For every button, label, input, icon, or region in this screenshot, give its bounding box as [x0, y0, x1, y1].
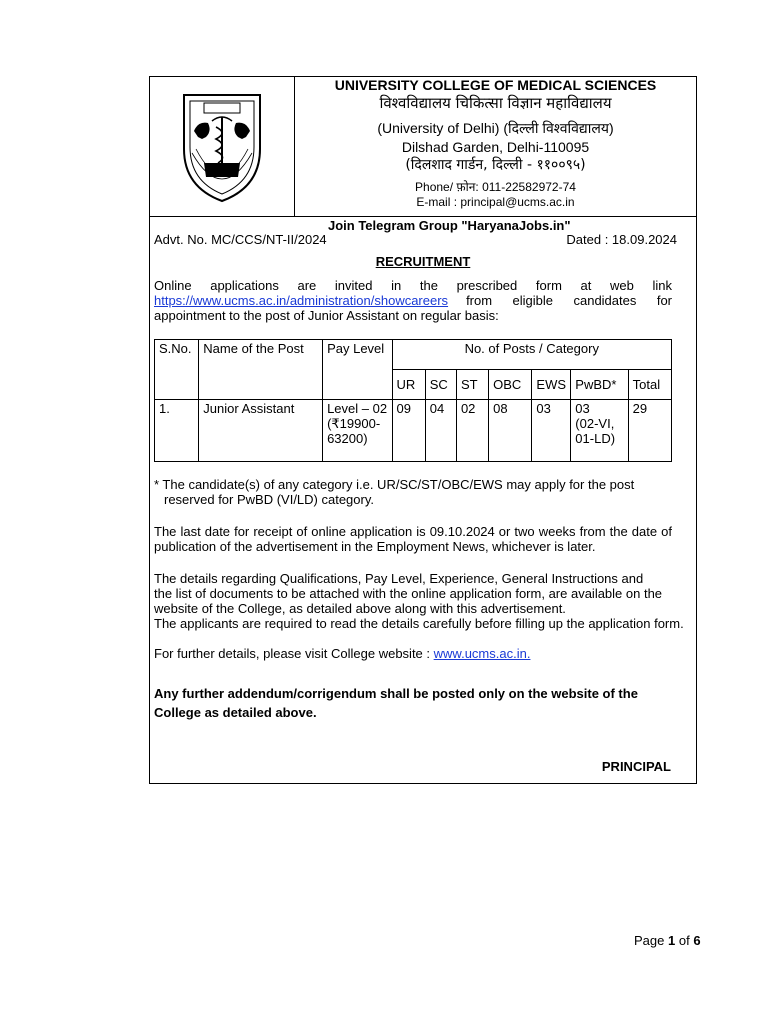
advertisement-number: Advt. No. MC/CCS/NT-II/2024	[154, 232, 327, 247]
category-sc: SC	[425, 370, 456, 400]
category-ur: UR	[392, 370, 425, 400]
pwbd-line-2: (02-VI,	[575, 416, 615, 431]
further-details	[154, 646, 672, 661]
intro-line-2-text: from eligible candidates for	[466, 293, 672, 308]
college-phone: Phone/ फ़ोन: 011-22582972-74	[415, 180, 576, 194]
letterhead	[150, 77, 696, 217]
table-header-row	[155, 340, 672, 370]
category-obc: OBC	[489, 370, 532, 400]
addendum-line-1: Any further addendum/corrigendum shall be posted only on the website of the	[154, 686, 638, 701]
details-line-4: The applicants are required to read the details carefully before filling up the application form.	[154, 616, 684, 631]
last-date-line-1: The last date for receipt of online application is 09.10.2024 or two weeks from the date of	[154, 524, 672, 539]
signatory: PRINCIPAL	[601, 759, 671, 774]
category-st: ST	[456, 370, 488, 400]
addendum-notice	[154, 684, 672, 722]
page-of: of	[678, 933, 690, 948]
table-row	[155, 400, 672, 462]
addendum-line-2: College as detailed above.	[154, 705, 317, 720]
details-line-2: the list of documents to be attached with the online application form, are available on the	[154, 586, 663, 601]
row-post-name: Junior Assistant	[199, 400, 323, 462]
notice-frame	[149, 76, 697, 784]
intro-line-1: Online applications are invited in the prescribed form at web link	[154, 278, 672, 293]
row-total: 29	[628, 400, 671, 462]
row-ews: 03	[532, 400, 571, 462]
footnote-line-2: reserved for PwBD (VI/LD) category.	[164, 492, 374, 507]
row-sc: 04	[425, 400, 456, 462]
details-paragraph	[154, 571, 694, 631]
pwbd-footnote	[154, 477, 672, 507]
row-pay-level	[323, 400, 392, 462]
college-seal-icon	[178, 87, 266, 205]
intro-paragraph	[154, 278, 672, 323]
logo-cell	[150, 77, 295, 216]
row-sno: 1.	[155, 400, 199, 462]
college-address: Dilshad Garden, Delhi-110095	[401, 139, 590, 155]
posts-table	[154, 339, 672, 462]
page-label: Page	[634, 933, 665, 948]
college-name: UNIVERSITY COLLEGE OF MEDICAL SCIENCES	[334, 77, 657, 93]
page-total: 6	[693, 933, 701, 948]
pwbd-line-1: 03	[575, 401, 590, 416]
college-address-hindi: (दिलशाद गार्डन, दिल्ली - ११००९५)	[405, 157, 586, 173]
category-total: Total	[628, 370, 671, 400]
header-sno: S.No.	[155, 340, 199, 400]
pay-level-line-1: Level – 02	[327, 401, 388, 416]
row-ur: 09	[392, 400, 425, 462]
page-current: 1	[668, 933, 676, 948]
last-date-paragraph	[154, 524, 672, 554]
college-email: E-mail : principal@ucms.ac.in	[416, 195, 575, 209]
header-posts-category: No. of Posts / Category	[392, 340, 671, 370]
careers-link[interactable]: https://www.ucms.ac.in/administration/showcareers	[154, 293, 449, 308]
row-pwbd	[571, 400, 628, 462]
category-pwbd: PwBD*	[571, 370, 628, 400]
advertisement-date: Dated : 18.09.2024	[566, 232, 677, 247]
intro-line-2	[154, 293, 672, 308]
recruitment-title: RECRUITMENT	[375, 254, 471, 269]
further-details-text: For further details, please visit College website :	[154, 646, 431, 661]
pay-level-line-3: 63200)	[327, 431, 368, 446]
intro-line-3: appointment to the post of Junior Assistant on regular basis:	[154, 308, 499, 323]
footnote-line-1: * The candidate(s) of any category i.e. UR/SC/ST/OBC/EWS may apply for the post	[154, 477, 635, 492]
row-st: 02	[456, 400, 488, 462]
university-affiliation: (University of Delhi) (दिल्ली विश्वविद्यालय)	[377, 120, 614, 136]
header-pay-level: Pay Level	[323, 340, 392, 400]
header-post-name: Name of the Post	[199, 340, 323, 400]
page-number	[634, 933, 701, 948]
pwbd-line-3: 01-LD)	[575, 431, 616, 446]
details-line-3: website of the College, as detailed above along with this advertisement.	[154, 601, 566, 616]
category-ews: EWS	[532, 370, 571, 400]
last-date-line-2: publication of the advertisement in the Employment News, whichever is later.	[154, 539, 596, 554]
pay-level-line-2: (₹19900-	[327, 416, 381, 431]
telegram-banner: Join Telegram Group "HaryanaJobs.in"	[328, 218, 571, 233]
details-line-1: The details regarding Qualifications, Pay Level, Experience, General Instructions and	[154, 571, 644, 586]
college-website-link[interactable]: www.ucms.ac.in.	[433, 646, 531, 661]
college-name-hindi: विश्वविद्यालय चिकित्सा विज्ञान महाविद्यालय	[379, 94, 612, 112]
row-obc: 08	[489, 400, 532, 462]
